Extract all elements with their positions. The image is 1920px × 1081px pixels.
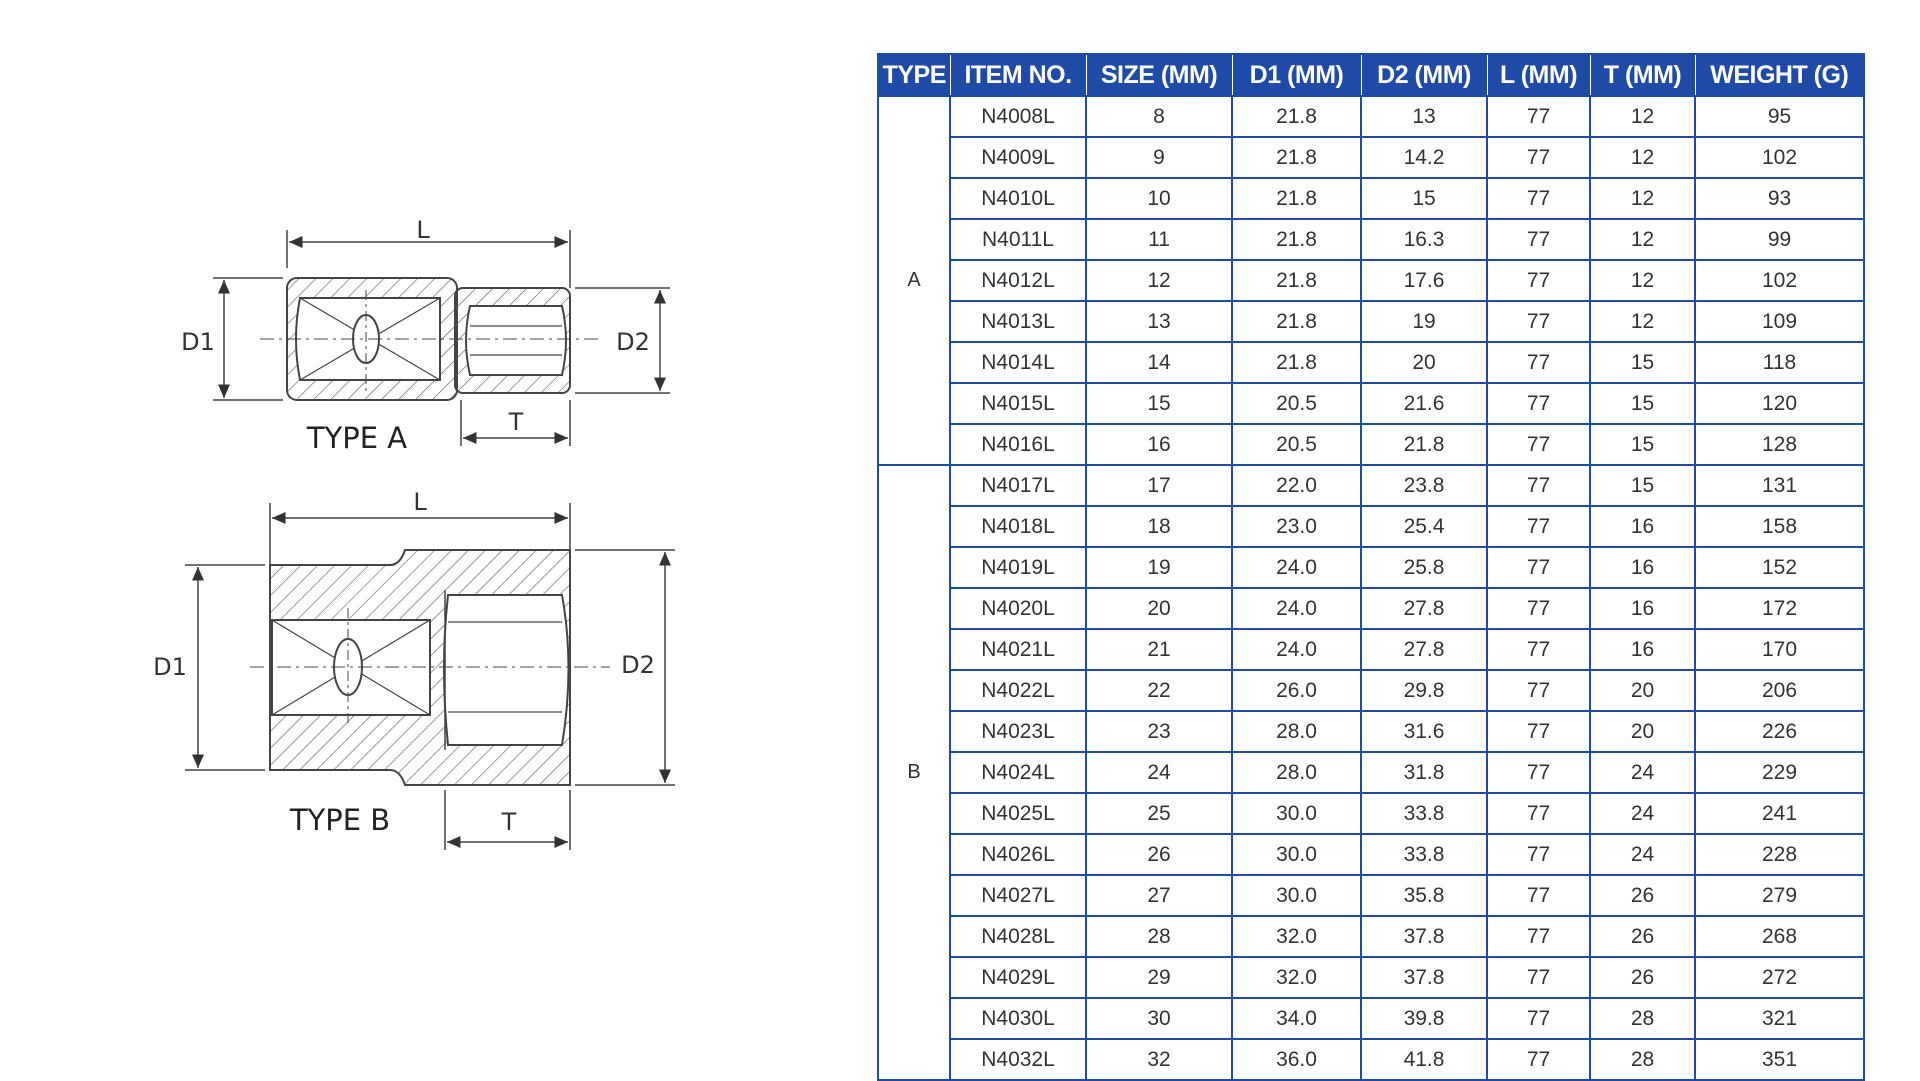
d1-cell: 21.8	[1232, 137, 1361, 178]
t-cell: 16	[1590, 629, 1695, 670]
d2-cell: 21.8	[1361, 424, 1487, 465]
weight-cell: 279	[1695, 875, 1864, 916]
item-no-cell: N4020L	[950, 588, 1086, 629]
d2-cell: 39.8	[1361, 998, 1487, 1039]
spec-table	[877, 53, 1865, 1081]
d1-cell: 24.0	[1232, 588, 1361, 629]
size-cell: 13	[1086, 301, 1232, 342]
weight-cell: 229	[1695, 752, 1864, 793]
l-cell: 77	[1487, 301, 1590, 342]
table-row	[878, 793, 1864, 834]
weight-cell: 102	[1695, 260, 1864, 301]
l-cell: 77	[1487, 1039, 1590, 1080]
table-row	[878, 301, 1864, 342]
header-item-no: ITEM NO.	[950, 54, 1086, 96]
t-cell: 16	[1590, 506, 1695, 547]
d1-cell: 32.0	[1232, 957, 1361, 998]
l-cell: 77	[1487, 137, 1590, 178]
d1-cell: 21.8	[1232, 301, 1361, 342]
l-cell: 77	[1487, 547, 1590, 588]
header-d1: D1 (MM)	[1232, 54, 1361, 96]
l-cell: 77	[1487, 670, 1590, 711]
size-cell: 30	[1086, 998, 1232, 1039]
t-cell: 12	[1590, 301, 1695, 342]
item-no-cell: N4023L	[950, 711, 1086, 752]
l-cell: 77	[1487, 96, 1590, 137]
item-no-cell: N4014L	[950, 342, 1086, 383]
size-cell: 32	[1086, 1039, 1232, 1080]
item-no-cell: N4024L	[950, 752, 1086, 793]
type-b-dim-d1: D1	[153, 653, 187, 681]
size-cell: 27	[1086, 875, 1232, 916]
item-no-cell: N4025L	[950, 793, 1086, 834]
t-cell: 20	[1590, 711, 1695, 752]
d2-cell: 29.8	[1361, 670, 1487, 711]
t-cell: 28	[1590, 998, 1695, 1039]
weight-cell: 152	[1695, 547, 1864, 588]
type-a-dim-d1: D1	[181, 328, 215, 356]
l-cell: 77	[1487, 711, 1590, 752]
weight-cell: 102	[1695, 137, 1864, 178]
d1-cell: 30.0	[1232, 793, 1361, 834]
size-cell: 21	[1086, 629, 1232, 670]
item-no-cell: N4027L	[950, 875, 1086, 916]
header-t: T (MM)	[1590, 54, 1695, 96]
l-cell: 77	[1487, 465, 1590, 506]
d2-cell: 33.8	[1361, 793, 1487, 834]
d2-cell: 33.8	[1361, 834, 1487, 875]
table-row	[878, 137, 1864, 178]
type-b-dim-d2: D2	[621, 651, 655, 679]
item-no-cell: N4009L	[950, 137, 1086, 178]
d1-cell: 21.8	[1232, 342, 1361, 383]
table-row	[878, 629, 1864, 670]
item-no-cell: N4026L	[950, 834, 1086, 875]
size-cell: 29	[1086, 957, 1232, 998]
t-cell: 16	[1590, 547, 1695, 588]
size-cell: 9	[1086, 137, 1232, 178]
d2-cell: 14.2	[1361, 137, 1487, 178]
size-cell: 18	[1086, 506, 1232, 547]
weight-cell: 351	[1695, 1039, 1864, 1080]
item-no-cell: N4029L	[950, 957, 1086, 998]
type-b-dim-t: T	[501, 808, 517, 836]
d2-cell: 23.8	[1361, 465, 1487, 506]
d1-cell: 28.0	[1232, 711, 1361, 752]
weight-cell: 272	[1695, 957, 1864, 998]
t-cell: 26	[1590, 957, 1695, 998]
d2-cell: 41.8	[1361, 1039, 1487, 1080]
d1-cell: 32.0	[1232, 916, 1361, 957]
weight-cell: 120	[1695, 383, 1864, 424]
size-cell: 24	[1086, 752, 1232, 793]
table-header-row	[878, 54, 1864, 96]
d1-cell: 36.0	[1232, 1039, 1361, 1080]
t-cell: 26	[1590, 875, 1695, 916]
d2-cell: 27.8	[1361, 629, 1487, 670]
t-cell: 12	[1590, 178, 1695, 219]
size-cell: 16	[1086, 424, 1232, 465]
table-row	[878, 342, 1864, 383]
d2-cell: 27.8	[1361, 588, 1487, 629]
t-cell: 12	[1590, 96, 1695, 137]
type-a-dim-d2: D2	[616, 328, 650, 356]
weight-cell: 158	[1695, 506, 1864, 547]
weight-cell: 128	[1695, 424, 1864, 465]
t-cell: 12	[1590, 219, 1695, 260]
l-cell: 77	[1487, 752, 1590, 793]
type-a-dim-l: L	[416, 216, 430, 244]
item-no-cell: N4019L	[950, 547, 1086, 588]
weight-cell: 170	[1695, 629, 1864, 670]
type-a-dim-t: T	[508, 408, 524, 436]
table-row	[878, 96, 1864, 137]
size-cell: 11	[1086, 219, 1232, 260]
table-row	[878, 219, 1864, 260]
table-row	[878, 998, 1864, 1039]
size-cell: 8	[1086, 96, 1232, 137]
d1-cell: 20.5	[1232, 383, 1361, 424]
item-no-cell: N4021L	[950, 629, 1086, 670]
table-row	[878, 424, 1864, 465]
item-no-cell: N4032L	[950, 1039, 1086, 1080]
header-d2: D2 (MM)	[1361, 54, 1487, 96]
d1-cell: 24.0	[1232, 547, 1361, 588]
type-cell: A	[878, 96, 950, 465]
weight-cell: 241	[1695, 793, 1864, 834]
weight-cell: 228	[1695, 834, 1864, 875]
weight-cell: 95	[1695, 96, 1864, 137]
item-no-cell: N4018L	[950, 506, 1086, 547]
t-cell: 12	[1590, 137, 1695, 178]
l-cell: 77	[1487, 875, 1590, 916]
size-cell: 20	[1086, 588, 1232, 629]
d2-cell: 37.8	[1361, 957, 1487, 998]
d2-cell: 17.6	[1361, 260, 1487, 301]
item-no-cell: N4028L	[950, 916, 1086, 957]
table-row	[878, 875, 1864, 916]
table-row	[878, 506, 1864, 547]
table-row	[878, 260, 1864, 301]
d1-cell: 21.8	[1232, 178, 1361, 219]
size-cell: 17	[1086, 465, 1232, 506]
d2-cell: 20	[1361, 342, 1487, 383]
weight-cell: 172	[1695, 588, 1864, 629]
size-cell: 14	[1086, 342, 1232, 383]
table-row	[878, 178, 1864, 219]
d2-cell: 35.8	[1361, 875, 1487, 916]
weight-cell: 93	[1695, 178, 1864, 219]
size-cell: 28	[1086, 916, 1232, 957]
table-row	[878, 916, 1864, 957]
weight-cell: 131	[1695, 465, 1864, 506]
t-cell: 24	[1590, 834, 1695, 875]
d1-cell: 20.5	[1232, 424, 1361, 465]
d2-cell: 15	[1361, 178, 1487, 219]
d1-cell: 21.8	[1232, 219, 1361, 260]
l-cell: 77	[1487, 998, 1590, 1039]
weight-cell: 109	[1695, 301, 1864, 342]
l-cell: 77	[1487, 916, 1590, 957]
table-row	[878, 957, 1864, 998]
t-cell: 24	[1590, 752, 1695, 793]
l-cell: 77	[1487, 957, 1590, 998]
d1-cell: 22.0	[1232, 465, 1361, 506]
d1-cell: 23.0	[1232, 506, 1361, 547]
type-b-drawing	[185, 503, 675, 850]
d2-cell: 16.3	[1361, 219, 1487, 260]
type-b-dim-l: L	[413, 488, 427, 516]
type-b-title: TYPE B	[289, 803, 391, 837]
item-no-cell: N4011L	[950, 219, 1086, 260]
l-cell: 77	[1487, 424, 1590, 465]
table-row	[878, 752, 1864, 793]
table-row	[878, 670, 1864, 711]
d2-cell: 31.8	[1361, 752, 1487, 793]
d1-cell: 26.0	[1232, 670, 1361, 711]
l-cell: 77	[1487, 383, 1590, 424]
size-cell: 10	[1086, 178, 1232, 219]
d1-cell: 30.0	[1232, 834, 1361, 875]
table-row	[878, 465, 1864, 506]
table-row	[878, 834, 1864, 875]
t-cell: 26	[1590, 916, 1695, 957]
weight-cell: 99	[1695, 219, 1864, 260]
l-cell: 77	[1487, 219, 1590, 260]
table-row	[878, 588, 1864, 629]
header-weight: WEIGHT (G)	[1695, 54, 1864, 96]
l-cell: 77	[1487, 260, 1590, 301]
item-no-cell: N4022L	[950, 670, 1086, 711]
d2-cell: 19	[1361, 301, 1487, 342]
table-row	[878, 383, 1864, 424]
d2-cell: 37.8	[1361, 916, 1487, 957]
l-cell: 77	[1487, 588, 1590, 629]
item-no-cell: N4015L	[950, 383, 1086, 424]
t-cell: 15	[1590, 465, 1695, 506]
d1-cell: 28.0	[1232, 752, 1361, 793]
table-row	[878, 1039, 1864, 1080]
size-cell: 25	[1086, 793, 1232, 834]
item-no-cell: N4012L	[950, 260, 1086, 301]
size-cell: 12	[1086, 260, 1232, 301]
weight-cell: 118	[1695, 342, 1864, 383]
l-cell: 77	[1487, 834, 1590, 875]
header-type: TYPE	[878, 54, 950, 96]
weight-cell: 268	[1695, 916, 1864, 957]
size-cell: 22	[1086, 670, 1232, 711]
d1-cell: 24.0	[1232, 629, 1361, 670]
t-cell: 28	[1590, 1039, 1695, 1080]
technical-drawings	[0, 0, 820, 1066]
d2-cell: 25.8	[1361, 547, 1487, 588]
type-a-drawing	[213, 230, 670, 446]
size-cell: 15	[1086, 383, 1232, 424]
l-cell: 77	[1487, 793, 1590, 834]
table-body	[878, 96, 1864, 1080]
d1-cell: 34.0	[1232, 998, 1361, 1039]
item-no-cell: N4008L	[950, 96, 1086, 137]
table-row	[878, 547, 1864, 588]
item-no-cell: N4016L	[950, 424, 1086, 465]
d1-cell: 21.8	[1232, 260, 1361, 301]
size-cell: 19	[1086, 547, 1232, 588]
type-cell: B	[878, 465, 950, 1080]
item-no-cell: N4010L	[950, 178, 1086, 219]
d2-cell: 13	[1361, 96, 1487, 137]
l-cell: 77	[1487, 178, 1590, 219]
weight-cell: 226	[1695, 711, 1864, 752]
weight-cell: 321	[1695, 998, 1864, 1039]
t-cell: 16	[1590, 588, 1695, 629]
d2-cell: 21.6	[1361, 383, 1487, 424]
l-cell: 77	[1487, 506, 1590, 547]
t-cell: 24	[1590, 793, 1695, 834]
item-no-cell: N4030L	[950, 998, 1086, 1039]
t-cell: 20	[1590, 670, 1695, 711]
d2-cell: 25.4	[1361, 506, 1487, 547]
weight-cell: 206	[1695, 670, 1864, 711]
table-row	[878, 711, 1864, 752]
item-no-cell: N4017L	[950, 465, 1086, 506]
size-cell: 23	[1086, 711, 1232, 752]
t-cell: 15	[1590, 424, 1695, 465]
l-cell: 77	[1487, 342, 1590, 383]
type-a-title: TYPE A	[306, 421, 408, 455]
l-cell: 77	[1487, 629, 1590, 670]
header-l: L (MM)	[1487, 54, 1590, 96]
t-cell: 12	[1590, 260, 1695, 301]
d1-cell: 30.0	[1232, 875, 1361, 916]
size-cell: 26	[1086, 834, 1232, 875]
item-no-cell: N4013L	[950, 301, 1086, 342]
header-size: SIZE (MM)	[1086, 54, 1232, 96]
t-cell: 15	[1590, 342, 1695, 383]
t-cell: 15	[1590, 383, 1695, 424]
d2-cell: 31.6	[1361, 711, 1487, 752]
d1-cell: 21.8	[1232, 96, 1361, 137]
